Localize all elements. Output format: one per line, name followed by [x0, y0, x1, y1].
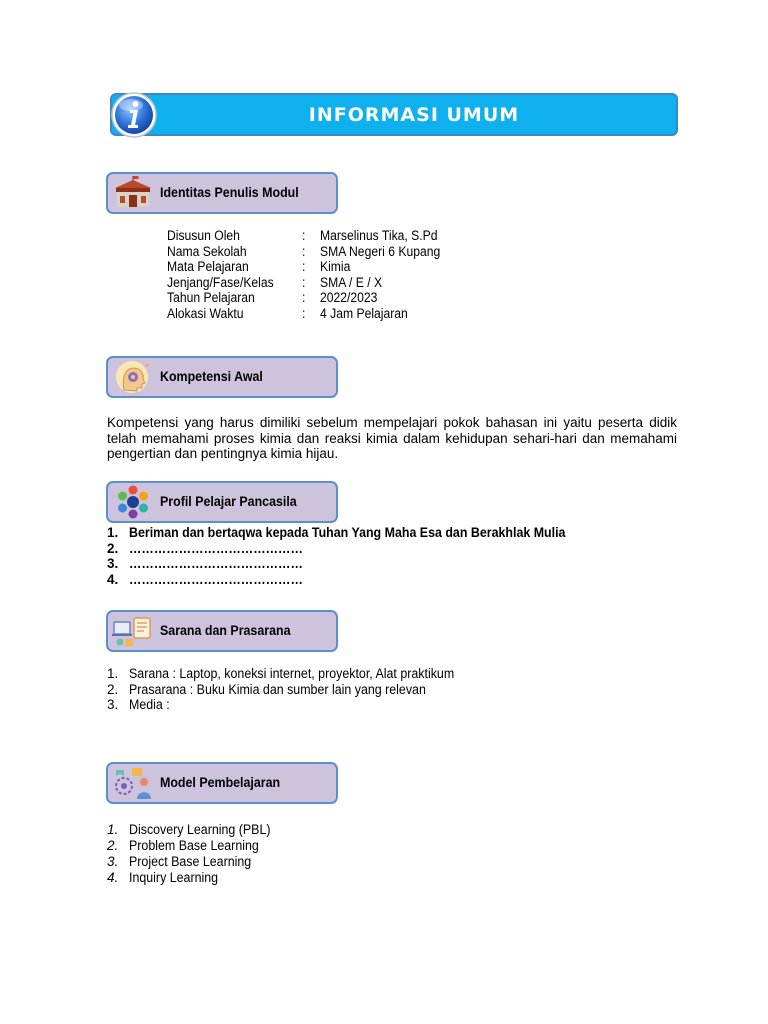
section-label: Model Pembelajaran: [160, 775, 281, 790]
list-text: Prasarana : Buku Kimia dan sumber lain yang relevan: [129, 682, 426, 697]
list-text: Discovery Learning (PBL): [129, 822, 271, 837]
identity-key: Disusun Oleh: [167, 228, 240, 243]
list-number: 1.: [107, 822, 119, 837]
list-number: 1.: [107, 666, 119, 681]
identity-value: Kimia: [320, 259, 351, 274]
info-icon: [110, 91, 158, 139]
list-text: Sarana : Laptop, koneksi internet, proyektor, Alat praktikum: [129, 666, 455, 681]
list-text: ……………………………………: [129, 572, 303, 587]
section-model-header: [106, 762, 338, 804]
list-number: 3.: [107, 697, 119, 712]
identity-separator: :: [302, 290, 306, 305]
learning-model-icon: [112, 766, 154, 800]
identity-key: Nama Sekolah: [167, 244, 247, 259]
list-number: 4.: [107, 870, 119, 885]
section-kompetensi-header: [106, 356, 338, 398]
identity-separator: :: [302, 228, 306, 243]
list-number: 2.: [107, 541, 119, 556]
identity-separator: :: [302, 259, 306, 274]
section-banner: [110, 93, 678, 136]
list-number: 2.: [107, 682, 119, 697]
section-sarana-header: [106, 610, 338, 652]
section-identitas-header: [106, 172, 338, 214]
identity-value: 4 Jam Pelajaran: [320, 306, 408, 321]
list-number: 3.: [107, 854, 119, 869]
identity-value: 2022/2023: [320, 290, 378, 305]
section-label: Identitas Penulis Modul: [160, 185, 299, 200]
list-text: Problem Base Learning: [129, 838, 259, 853]
identity-value: SMA Negeri 6 Kupang: [320, 244, 441, 259]
identity-key: Alokasi Waktu: [167, 306, 244, 321]
identity-separator: :: [302, 244, 306, 259]
list-text: ……………………………………: [129, 541, 303, 556]
identity-key: Tahun Pelajaran: [167, 290, 255, 305]
list-number: 2.: [107, 838, 119, 853]
banner-title: INFORMASI UMUM: [308, 104, 520, 126]
section-label: Sarana dan Prasarana: [160, 623, 291, 638]
school-building-icon: [112, 176, 154, 210]
head-gear-icon: [112, 360, 154, 394]
identity-separator: :: [302, 275, 306, 290]
kompetensi-paragraph: Kompetensi yang harus dimiliki sebelum mempelajari pokok bahasan ini yaitu peserta didik telah memahami proses kimia dan reaksi kimia dalam kehidupan sehari-hari dan memahami pengertian dan pentingnya kimia hijau.: [107, 415, 677, 461]
list-text: Media :: [129, 697, 170, 712]
section-label: Profil Pelajar Pancasila: [160, 494, 297, 509]
identity-key: Mata Pelajaran: [167, 259, 249, 274]
section-label: Kompetensi Awal: [160, 369, 263, 384]
list-number: 4.: [107, 572, 119, 587]
list-text: ……………………………………: [129, 556, 303, 571]
identity-value: Marselinus Tika, S.Pd: [320, 228, 438, 243]
list-text: Inquiry Learning: [129, 870, 219, 885]
identity-value: SMA / E / X: [320, 275, 383, 290]
list-text: Beriman dan bertaqwa kepada Tuhan Yang Maha Esa dan Berakhlak Mulia: [129, 525, 566, 540]
pancasila-circle-icon: [112, 485, 154, 519]
devices-icon: [112, 614, 154, 648]
identity-separator: :: [302, 306, 306, 321]
identity-key: Jenjang/Fase/Kelas: [167, 275, 274, 290]
list-number: 3.: [107, 556, 119, 571]
list-text: Project Base Learning: [129, 854, 252, 869]
section-profil-header: [106, 481, 338, 523]
list-number: 1.: [107, 525, 119, 540]
